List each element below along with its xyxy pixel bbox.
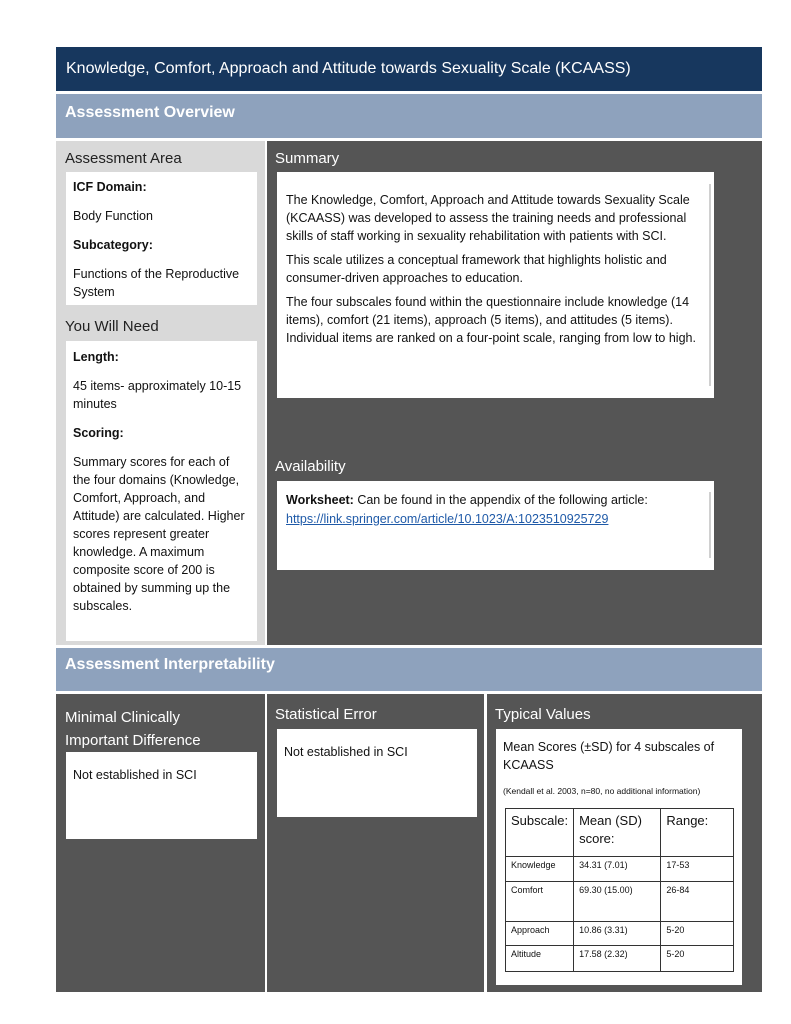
cell-mean: 69.30 (15.00) xyxy=(574,882,661,922)
mcid-heading xyxy=(65,706,201,752)
assessment-interpretability-header: Assessment Interpretability xyxy=(56,648,762,691)
worksheet-link[interactable]: https://link.springer.com/article/10.1023/A:1023510925729 xyxy=(286,512,609,526)
icf-domain-label: ICF Domain: xyxy=(73,180,147,194)
length-value: 45 items- approximately 10-15 minutes xyxy=(73,379,242,411)
cell-range: 5-20 xyxy=(661,922,734,946)
subcategory-value: Functions of the Reproductive System xyxy=(73,267,240,299)
cell-subscale: Approach xyxy=(506,922,574,946)
cell-mean: 17.58 (2.32) xyxy=(574,946,661,972)
typical-values-caption: Mean Scores (±SD) for 4 subscales of KCAASS xyxy=(503,740,715,772)
table-row xyxy=(506,857,734,882)
mcid-value: Not established in SCI xyxy=(73,768,197,782)
col-header-range: Range: xyxy=(661,809,734,857)
assessment-area-card xyxy=(66,172,257,305)
availability-heading: Availability xyxy=(275,458,346,475)
assessment-area-heading: Assessment Area xyxy=(65,150,182,167)
typical-values-table xyxy=(505,808,734,972)
page-title: Knowledge, Comfort, Approach and Attitude towards Sexuality Scale (KCAASS) xyxy=(56,47,762,91)
summary-paragraph-1: The Knowledge, Comfort, Approach and Attitude towards Sexuality Scale (KCAASS) was developed to assess the training needs and professional skills of staff working in sexuality rehabilitation with patients with SCI. xyxy=(286,193,690,243)
cell-subscale: Knowledge xyxy=(506,857,574,882)
worksheet-label: Worksheet: xyxy=(286,493,354,507)
worksheet-text: Can be found in the appendix of the following article: xyxy=(353,493,648,507)
mcid-heading-line-1: Minimal Clinically xyxy=(65,709,181,726)
subcategory-label: Subcategory: xyxy=(73,238,153,252)
you-will-need-card xyxy=(66,341,257,641)
mcid-card xyxy=(66,752,257,839)
scoring-label: Scoring: xyxy=(73,426,124,440)
icf-domain-value: Body Function xyxy=(73,209,153,223)
cell-mean: 34.31 (7.01) xyxy=(574,857,661,882)
typical-values-heading: Typical Values xyxy=(495,706,591,723)
cell-subscale: Altitude xyxy=(506,946,574,972)
cell-range: 5-20 xyxy=(661,946,734,972)
table-row xyxy=(506,922,734,946)
summary-paragraph-3: The four subscales found within the questionnaire include knowledge (14 items), comfort (21 items), approach (5 items), and attitudes (5 items). Individual items are ranked on a four-point scale, ranging from low to high. xyxy=(286,295,696,345)
table-row xyxy=(506,946,734,972)
summary-card xyxy=(277,172,714,398)
summary-heading: Summary xyxy=(275,150,340,167)
length-label: Length: xyxy=(73,350,119,364)
statistical-error-heading: Statistical Error xyxy=(275,706,377,723)
table-row xyxy=(506,882,734,922)
statistical-error-card xyxy=(277,729,477,817)
cell-range: 17-53 xyxy=(661,857,734,882)
you-will-need-heading: You Will Need xyxy=(65,318,159,335)
table-header-row xyxy=(506,809,734,857)
scoring-value: Summary scores for each of the four domains (Knowledge, Comfort, Approach, and Attitude) are calculated. Higher scores represent greater knowledge. A maximum composite score of 200 is obtained by summing up the subscales. xyxy=(73,455,245,613)
col-header-subscale: Subscale: xyxy=(506,809,574,857)
cell-mean: 10.86 (3.31) xyxy=(574,922,661,946)
summary-divider xyxy=(709,184,711,386)
assessment-overview-header: Assessment Overview xyxy=(56,94,762,138)
availability-divider xyxy=(709,492,711,558)
summary-paragraph-2: This scale utilizes a conceptual framework that highlights holistic and consumer-driven approaches to education. xyxy=(286,253,667,285)
cell-range: 26-84 xyxy=(661,882,734,922)
statistical-error-value: Not established in SCI xyxy=(284,745,408,759)
col-header-mean: Mean (SD) score: xyxy=(574,809,661,857)
cell-subscale: Comfort xyxy=(506,882,574,922)
mcid-heading-line-2: Important Difference xyxy=(65,732,201,749)
typical-values-source: (Kendall et al. 2003, n=80, no additional information) xyxy=(503,786,701,796)
availability-card xyxy=(277,481,714,570)
